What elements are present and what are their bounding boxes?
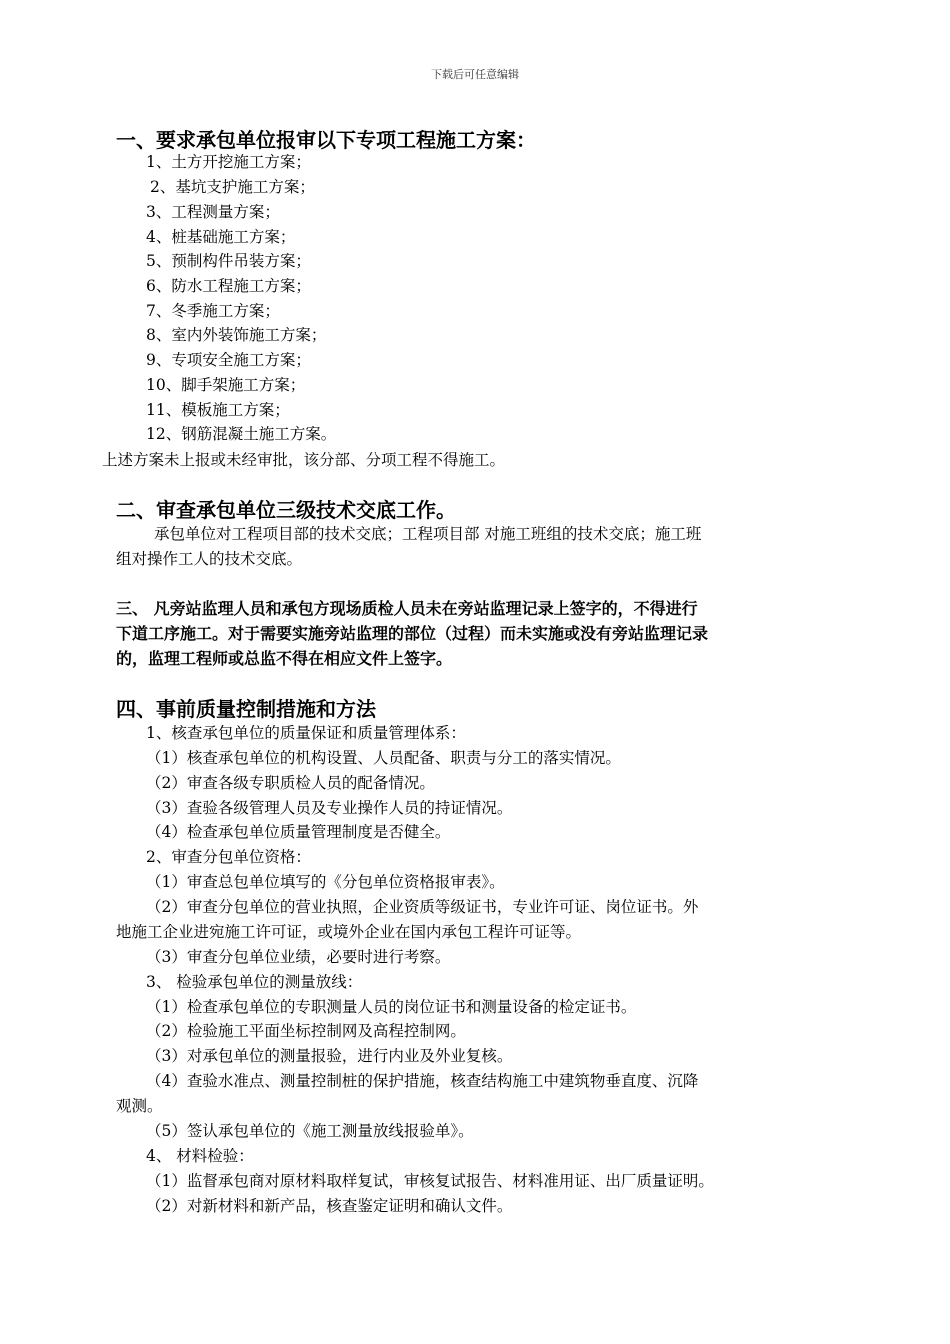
section4-line: 3、 检验承包单位的测量放线： bbox=[146, 973, 363, 991]
section4-line: 地施工企业进宛施工许可证，或境外企业在国内承包工程许可证等。 bbox=[116, 923, 582, 941]
section4-line: 2、审查分包单位资格： bbox=[146, 848, 311, 866]
section3-text: 的，监理工程师或总监不得在相应文件上签字。 bbox=[116, 649, 453, 668]
section3-text: 下道工序施工。对于需要实施旁站监理的部位（过程）而未实施或没有旁站监理记录 bbox=[116, 624, 709, 643]
section4-line: （3）查验各级管理人员及专业操作人员的持证情况。 bbox=[146, 799, 513, 817]
section4-line: （5）签认承包单位的《施工测量放线报验单》。 bbox=[146, 1122, 474, 1140]
section1-item: 2、基坑支护施工方案； bbox=[150, 178, 315, 196]
section2-text: 组对操作工人的技术交底。 bbox=[116, 550, 303, 568]
section1-title: 一、要求承包单位报审以下专项工程施工方案： bbox=[116, 128, 536, 152]
section1-item: 7、冬季施工方案； bbox=[146, 302, 280, 320]
section1-item: 10、脚手架施工方案； bbox=[146, 376, 306, 394]
section1-item: 3、工程测量方案； bbox=[146, 203, 280, 221]
section4-line: （4）检查承包单位质量管理制度是否健全。 bbox=[146, 823, 451, 841]
section4-line: （2）审查各级专职质检人员的配备情况。 bbox=[146, 774, 435, 792]
section1-item: 4、桩基础施工方案； bbox=[146, 228, 296, 246]
section4-line: （2）检验施工平面坐标控制网及高程控制网。 bbox=[146, 1022, 466, 1040]
section3-text: 三、 凡旁站监理人员和承包方现场质检人员未在旁站监理记录上签字的，不得进行 bbox=[116, 599, 698, 618]
section1-item: 11、模板施工方案； bbox=[146, 401, 290, 419]
section1-item: 1、土方开挖施工方案； bbox=[146, 153, 311, 171]
section4-line: （1）审查总包单位填写的《分包单位资格报审表》。 bbox=[146, 873, 505, 891]
section4-line: （1）核查承包单位的机构设置、人员配备、职责与分工的落实情况。 bbox=[146, 749, 621, 767]
section1-item: 5、预制构件吊装方案； bbox=[146, 252, 311, 270]
section4-line: （3）对承包单位的测量报验，进行内业及外业复核。 bbox=[146, 1047, 513, 1065]
page-header: 下载后可任意编辑 bbox=[431, 68, 519, 81]
section1-note: 上述方案未上报或未经审批，该分部、分项工程不得施工。 bbox=[102, 451, 506, 469]
section4-line: 1、核查承包单位的质量保证和质量管理体系： bbox=[146, 724, 466, 742]
section4-line: （2）对新材料和新产品，核查鉴定证明和确认文件。 bbox=[146, 1197, 513, 1215]
section4-line: （1）监督承包商对原材料取样复试，审核复试报告、材料准用证、出厂质量证明。 bbox=[146, 1172, 714, 1190]
section4-line: （2）审查分包单位的营业执照，企业资质等级证书，专业许可证、岗位证书。外 bbox=[146, 898, 699, 916]
section4-line: （1）检查承包单位的专职测量人员的岗位证书和测量设备的检定证书。 bbox=[146, 998, 637, 1016]
section4-line: （4）查验水准点、测量控制桩的保护措施，核查结构施工中建筑物垂直度、沉降 bbox=[146, 1072, 699, 1090]
section1-item: 9、专项安全施工方案； bbox=[146, 351, 311, 369]
section1-item: 6、防水工程施工方案； bbox=[146, 277, 311, 295]
section1-item: 8、室内外装饰施工方案； bbox=[146, 326, 327, 344]
section4-line: 4、 材料检验： bbox=[146, 1147, 254, 1165]
section2-text: 承包单位对工程项目部的技术交底；工程项目部 对施工班组的技术交底；施工班 bbox=[154, 525, 702, 543]
section1-item: 12、钢筋混凝土施工方案。 bbox=[146, 425, 337, 443]
section4-line: 观测。 bbox=[116, 1097, 163, 1115]
section2-title: 二、审查承包单位三级技术交底工作。 bbox=[116, 498, 456, 522]
section4-title: 四、事前质量控制措施和方法 bbox=[116, 697, 376, 721]
section4-line: （3）审查分包单位业绩，必要时进行考察。 bbox=[146, 948, 451, 966]
